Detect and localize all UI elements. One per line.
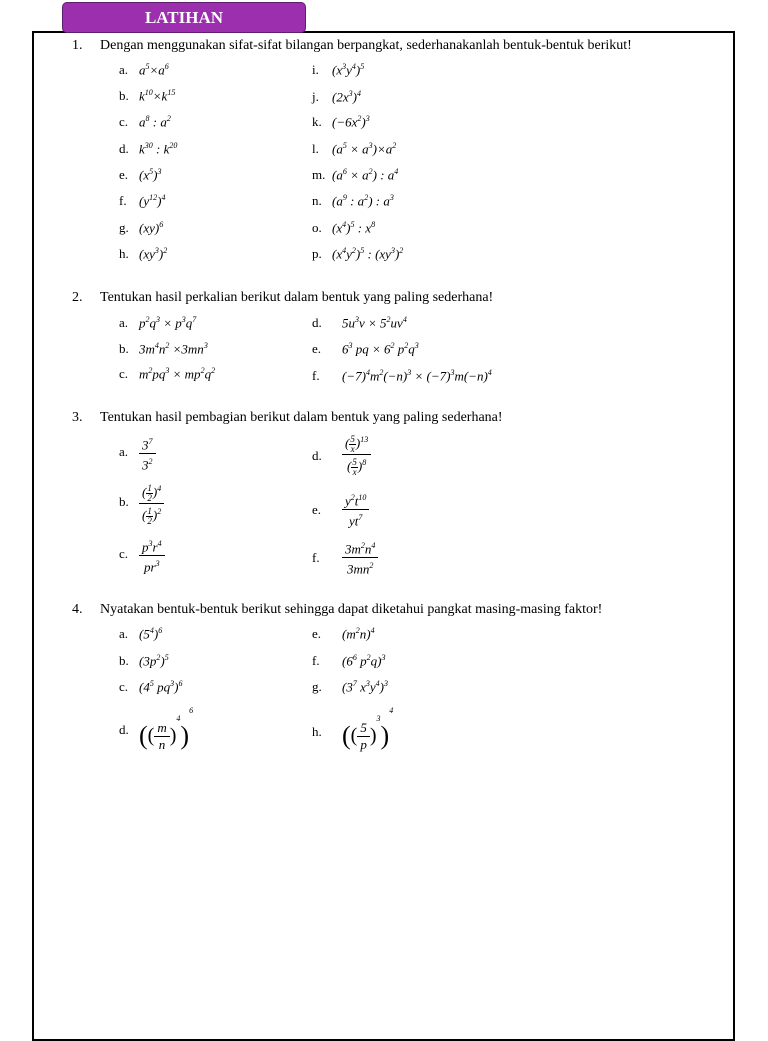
- question-2: 2. Tentukan hasil perkalian berikut dalam bentuk yang paling sederhana!: [72, 290, 494, 305]
- question-1: [72, 38, 632, 54]
- exercise-title-tab: LATIHAN: [62, 2, 306, 33]
- question-4: 4. Nyatakan bentuk-bentuk berikut sehingga dapat diketahui pangkat masing-masing faktor!: [72, 602, 603, 617]
- question-number: 1.: [72, 38, 83, 53]
- question-3: 3. Tentukan hasil pembagian berikut dalam bentuk yang paling sederhana!: [72, 410, 503, 425]
- question-text: Dengan menggunakan sifat-sifat bilangan berpangkat, sederhanakanlah bentuk-bentuk berikut!: [100, 38, 632, 53]
